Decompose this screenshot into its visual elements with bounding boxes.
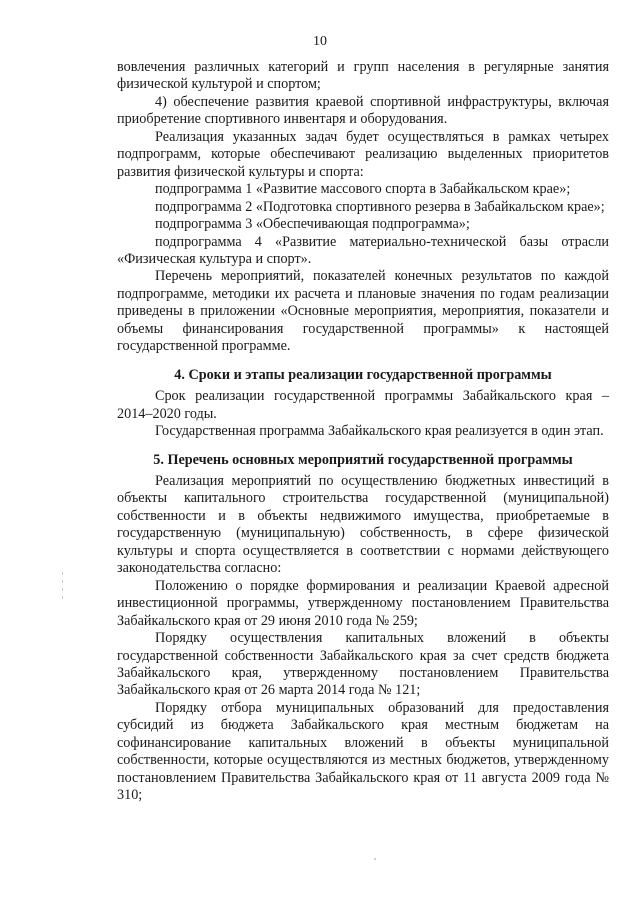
subprogram-2-item: подпрограмма 2 «Подготовка спортивного резерва в Забайкальском крае»; bbox=[155, 198, 605, 215]
task-4-paragraph: 4) обеспечение развития краевой спортивной инфраструктуры, включая приобретение спортивного инвентаря и оборудования. bbox=[117, 93, 609, 128]
section-4-stage-paragraph: Государственная программа Забайкальского края реализуется в один этап. bbox=[155, 423, 604, 440]
section-4-heading: 4. Сроки и этапы реализации государственной программы bbox=[174, 366, 552, 383]
activities-list-paragraph: Перечень мероприятий, показателей конечных результатов по каждой подпрограмме, методики их расчета и плановые значения по годам реализации приведены в приложении «Основные мероприятия, мероприятия, показатели и объемы финансирования государственной программы» к настоящей государственной программе. bbox=[117, 268, 609, 355]
section-4-term-paragraph: Срок реализации государственной программы Забайкальского края – 2014–2020 годы. bbox=[117, 388, 609, 422]
section-5-regulation-2: Порядку осуществления капитальных вложений в объекты государственной собственности Забайкальского края за счет средств бюджета Забайкальского края, утвержденному постановлением Правительства Забайкальского края от 26 марта 2014 года № 121; bbox=[117, 630, 609, 699]
subprograms-intro-paragraph: Реализация указанных задач будет осуществляться в рамках четырех подпрограмм, которые обеспечивают реализацию выделенных приоритетов развития физической культуры и спорта: bbox=[117, 128, 609, 180]
section-5-regulation-1: Положению о порядке формирования и реализации Краевой адресной инвестиционной программы, утвержденному постановлением Правительства Забайкальского края от 29 июня 2010 года № 259; bbox=[117, 577, 609, 629]
page-number: 10 bbox=[313, 34, 327, 49]
subprogram-1-item: подпрограмма 1 «Развитие массового спорта в Забайкальском крае»; bbox=[155, 181, 571, 198]
scan-margin-mark bbox=[62, 572, 64, 600]
intro-paragraph-continuation: вовлечения различных категорий и групп населения в регулярные занятия физической культурой и спортом; bbox=[117, 59, 609, 93]
scan-speck bbox=[374, 858, 376, 860]
subprogram-3-item: подпрограмма 3 «Обеспечивающая подпрограмма»; bbox=[155, 216, 470, 233]
section-5-heading: 5. Перечень основных мероприятий государственной программы bbox=[153, 451, 573, 468]
body-text bbox=[117, 59, 609, 805]
section-5-intro-paragraph: Реализация мероприятий по осуществлению бюджетных инвестиций в объекты капитального строительства государственной (муниципальной) собственности и в объекты недвижимого имущества, приобретаемые в государственную (муниципальную) собственность, в сфере физической культуры и спорта осуществляется в соответствии с нормами действующего законодательства согласно: bbox=[117, 472, 609, 577]
subprogram-4-item: подпрограмма 4 «Развитие материально-технической базы отрасли «Физическая культура и спорт». bbox=[117, 233, 609, 267]
section-5-regulation-3: Порядку отбора муниципальных образований для предоставления субсидий из бюджета Забайкальского края местным бюджетам на софинансирование капитальных вложений в объекты муниципальной собственности, которые осуществляются из местных бюджетов, утвержденному постановлением Правительства Забайкальского края от 11 августа 2009 года № 310; bbox=[117, 699, 609, 804]
